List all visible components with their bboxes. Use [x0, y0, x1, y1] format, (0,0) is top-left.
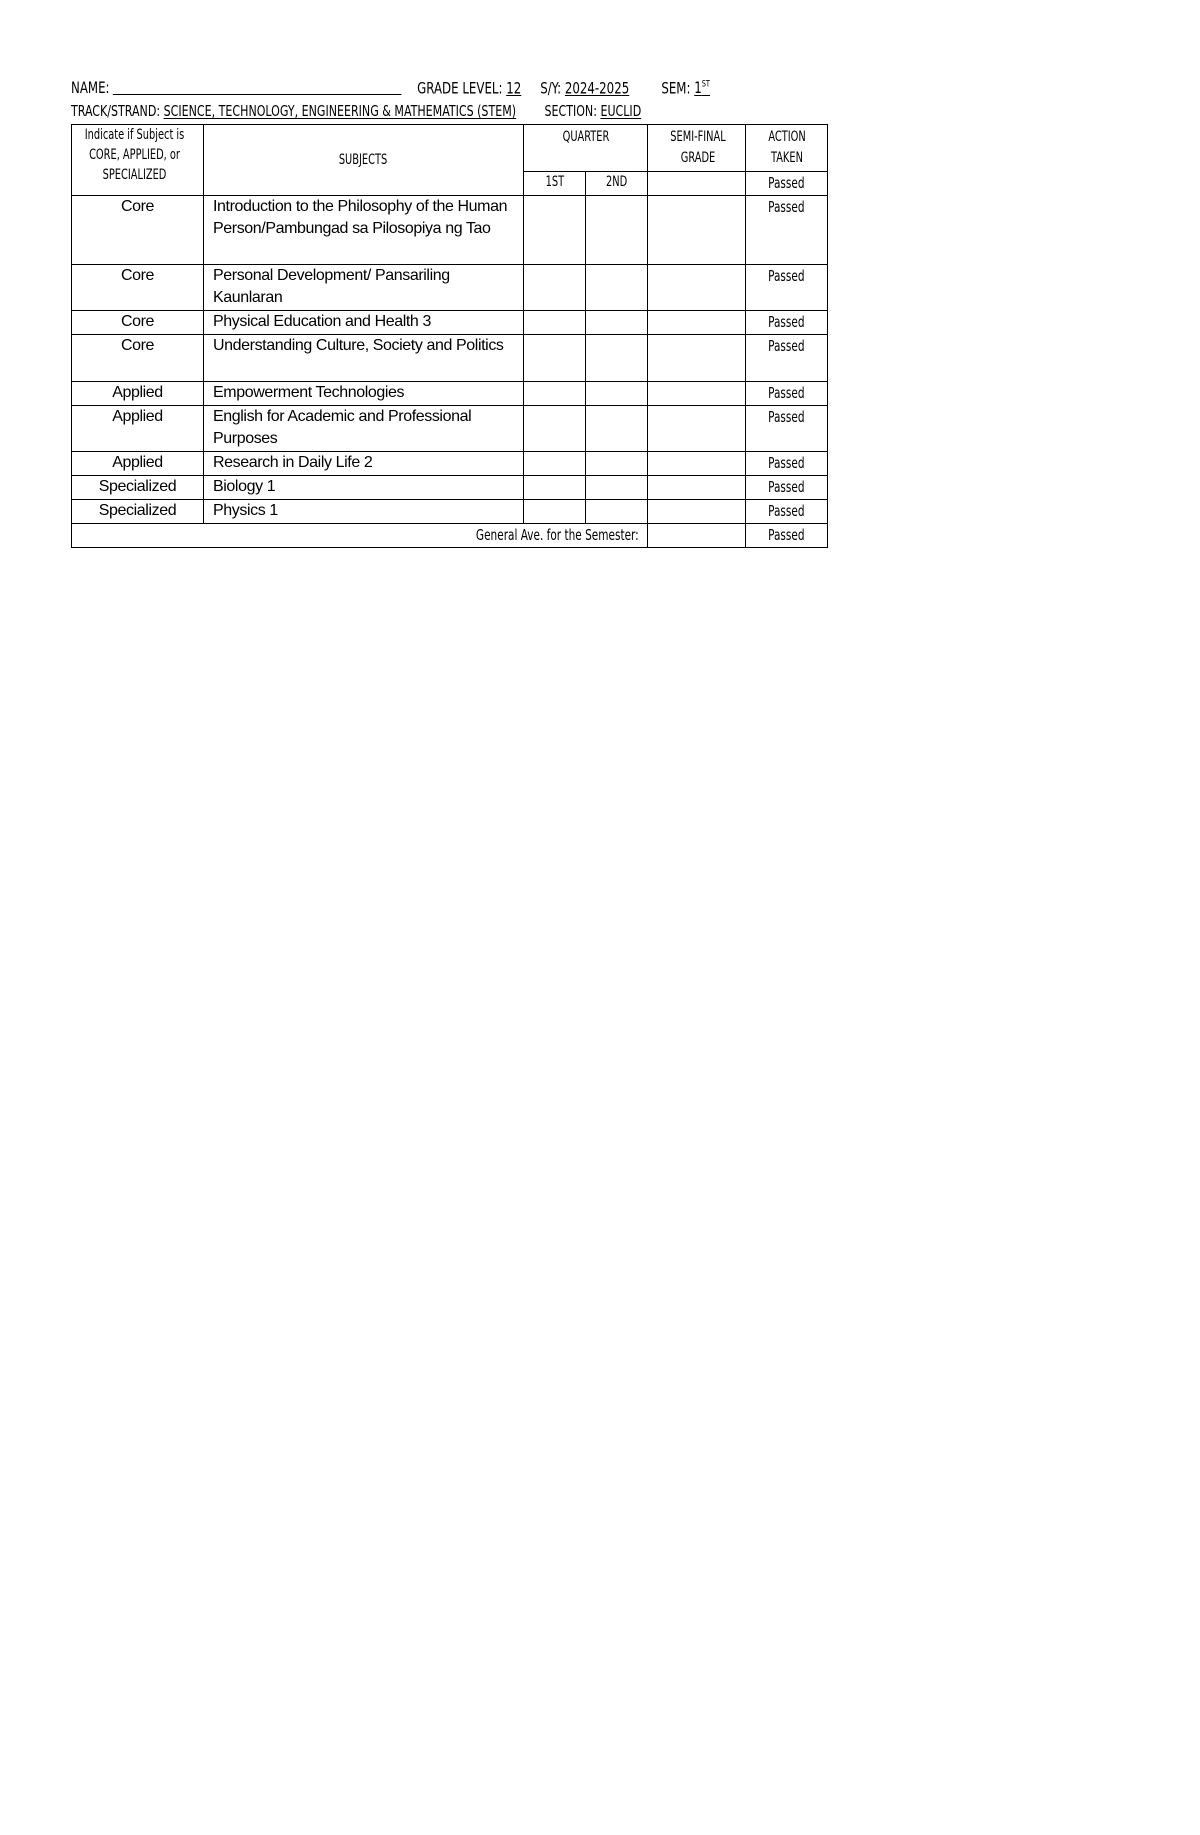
semi-final-grade — [648, 265, 746, 311]
q1-grade — [524, 452, 586, 476]
header-line-2 — [71, 98, 691, 124]
q1-grade — [524, 476, 586, 500]
general-average-row — [72, 524, 828, 548]
subject-type: Applied — [72, 382, 204, 406]
general-average-value — [648, 524, 746, 548]
subject-name: Understanding Culture, Society and Politics — [204, 335, 524, 382]
semi-final-grade — [648, 311, 746, 335]
q1-grade — [524, 265, 586, 311]
col-type-header: Indicate if Subject is CORE, APPLIED, or SPECIALIZED — [72, 125, 204, 196]
subject-name: Biology 1 — [204, 476, 524, 500]
semi-final-grade — [648, 382, 746, 406]
sem-label: SEM: — [661, 78, 691, 98]
col-action-header: ACTION TAKEN — [746, 125, 828, 172]
section-value: EUCLID — [600, 102, 642, 120]
header-line-1 — [71, 72, 710, 98]
action-taken: Passed — [746, 500, 828, 524]
grade-level-value: 12 — [506, 78, 522, 98]
semi-final-grade — [648, 196, 746, 265]
subject-name: Empowerment Technologies — [204, 382, 524, 406]
table-row — [72, 335, 828, 382]
action-taken: Passed — [746, 196, 828, 265]
table-row — [72, 452, 828, 476]
col-quarter-header: QUARTER — [524, 125, 648, 172]
table-row — [72, 476, 828, 500]
q2-grade — [586, 335, 648, 382]
subject-name: Physics 1 — [204, 500, 524, 524]
col-semifinal-header: SEMI-FINAL GRADE — [648, 125, 746, 172]
q1-grade — [524, 335, 586, 382]
grade-level-label: GRADE LEVEL: — [417, 78, 503, 98]
action-taken: Passed — [746, 311, 828, 335]
col-q1-header: 1ST — [524, 172, 586, 196]
col-action-subheader: Passed — [746, 172, 828, 196]
section-label: SECTION: — [544, 102, 597, 120]
q2-grade — [586, 406, 648, 452]
semi-final-grade — [648, 406, 746, 452]
subject-name: Physical Education and Health 3 — [204, 311, 524, 335]
subject-type: Specialized — [72, 500, 204, 524]
subject-name: Personal Development/ Pansariling Kaunlaran — [204, 265, 524, 311]
col-semifinal-subheader — [648, 172, 746, 196]
q2-grade — [586, 311, 648, 335]
sy-value: 2024-2025 — [564, 78, 630, 98]
general-average-action: Passed — [746, 524, 828, 548]
q2-grade — [586, 476, 648, 500]
name-blank — [113, 78, 402, 95]
track-value: SCIENCE, TECHNOLOGY, ENGINEERING & MATHEMATICS (STEM) — [163, 102, 517, 120]
action-taken: Passed — [746, 265, 828, 311]
table-row — [72, 500, 828, 524]
subject-type: Specialized — [72, 476, 204, 500]
report-card-sheet — [71, 72, 827, 548]
general-average-label: General Ave. for the Semester: — [72, 524, 648, 548]
table-row — [72, 196, 828, 265]
subject-name: Research in Daily Life 2 — [204, 452, 524, 476]
table-row — [72, 382, 828, 406]
col-subjects-header: SUBJECTS — [204, 125, 524, 196]
subject-name: Introduction to the Philosophy of the Human Person/Pambungad sa Pilosopiya ng Tao — [204, 196, 524, 265]
subject-type: Core — [72, 196, 204, 265]
action-taken: Passed — [746, 382, 828, 406]
subject-type: Core — [72, 265, 204, 311]
action-taken: Passed — [746, 476, 828, 500]
table-row — [72, 406, 828, 452]
action-taken: Passed — [746, 406, 828, 452]
subject-name: English for Academic and Professional Purposes — [204, 406, 524, 452]
q2-grade — [586, 265, 648, 311]
semi-final-grade — [648, 335, 746, 382]
table-row — [72, 311, 828, 335]
semi-final-grade — [648, 476, 746, 500]
subject-type: Applied — [72, 406, 204, 452]
grades-table — [71, 124, 828, 548]
subject-type: Core — [72, 335, 204, 382]
q2-grade — [586, 196, 648, 265]
q2-grade — [586, 500, 648, 524]
sem-value: 1ST — [694, 78, 710, 98]
semi-final-grade — [648, 500, 746, 524]
sem-suffix: ST — [701, 80, 710, 90]
q2-grade — [586, 382, 648, 406]
subject-type: Core — [72, 311, 204, 335]
col-q2-header: 2ND — [586, 172, 648, 196]
q1-grade — [524, 406, 586, 452]
q1-grade — [524, 382, 586, 406]
name-label: NAME: — [71, 78, 110, 98]
action-taken: Passed — [746, 452, 828, 476]
track-label: TRACK/STRAND: — [71, 102, 161, 120]
q1-grade — [524, 311, 586, 335]
q1-grade — [524, 196, 586, 265]
action-taken: Passed — [746, 335, 828, 382]
sy-label: S/Y: — [540, 78, 562, 98]
subject-type: Applied — [72, 452, 204, 476]
semi-final-grade — [648, 452, 746, 476]
q2-grade — [586, 452, 648, 476]
table-row — [72, 265, 828, 311]
q1-grade — [524, 500, 586, 524]
